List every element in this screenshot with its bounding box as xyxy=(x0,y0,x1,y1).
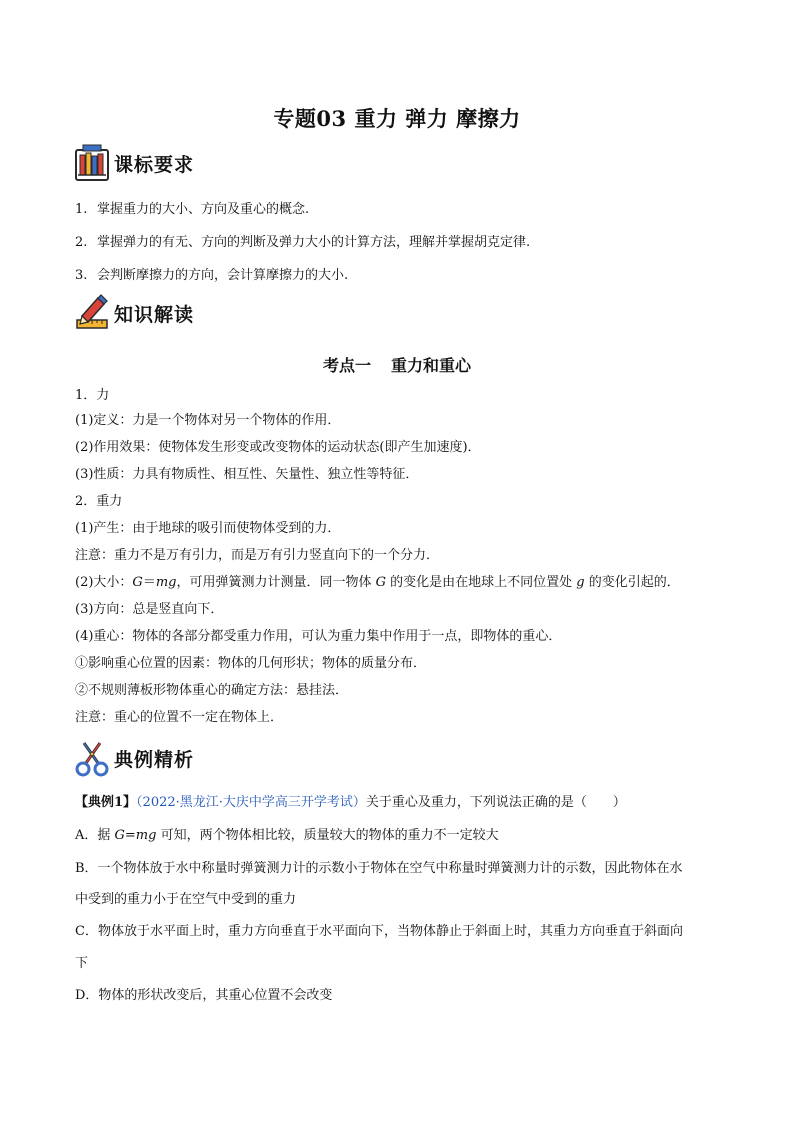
example1-option-d: D．物体的形状改变后，其重心位置不会改变 xyxy=(75,988,333,1003)
example1-option-c-cont: 下 xyxy=(75,956,89,971)
knowledge-line: 2．重力 xyxy=(75,494,123,509)
knowledge-line-size: (2)大小：G＝mg，可用弹簧测力计测量．同一物体 G 的变化是由在地球上不同位置处 g 的变化引起的． xyxy=(75,575,680,590)
requirement-item: 3. 会判断摩擦力的方向，会计算摩擦力的大小. xyxy=(75,268,349,283)
section-knowledge-label: 知识解读 xyxy=(114,303,195,326)
section-examples-header xyxy=(74,738,194,778)
section-examples-label: 典例精析 xyxy=(114,748,195,771)
example1-tag: 【典例1】 xyxy=(75,795,137,810)
knowledge-line: (1)定义：力是一个物体对另一个物体的作用． xyxy=(75,413,341,428)
requirement-item: 1. 掌握重力的大小、方向及重心的概念. xyxy=(75,202,310,217)
bookshelf-icon xyxy=(74,144,110,182)
knowledge-line: 注意：重力不是万有引力，而是万有引力竖直向下的一个分力． xyxy=(75,548,440,563)
section-knowledge-header xyxy=(74,293,194,333)
page-title: 专题03 重力 弹力 摩擦力 xyxy=(273,106,521,131)
knowledge-line: (2)作用效果：使物体发生形变或改变物体的运动状态(即产生加速度)． xyxy=(75,440,481,455)
requirement-item: 2. 掌握弹力的有无、方向的判断及弹力大小的计算方法，理解并掌握胡克定律. xyxy=(75,235,531,250)
example1-question: 【典例1】（2022·黑龙江·大庆中学高三开学考试）关于重心及重力，下列说法正确的是（ ） xyxy=(75,795,626,810)
knowledge-line: 1．力 xyxy=(75,388,110,403)
example1-source: （2022·黑龙江·大庆中学高三开学考试） xyxy=(136,795,366,810)
section-requirements-label: 课标要求 xyxy=(114,153,195,176)
knowledge-line: (4)重心：物体的各部分都受重力作用，可认为重力集中作用于一点，即物体的重心． xyxy=(75,629,562,644)
pencil-ruler-icon xyxy=(74,294,110,332)
section-requirements-header xyxy=(74,143,194,183)
knowledge-line: (3)性质：力具有物质性、相互性、矢量性、独立性等特征． xyxy=(75,467,419,482)
scissors-icon xyxy=(74,739,110,777)
knowledge-line: 注意：重心的位置不一定在物体上． xyxy=(75,710,284,725)
example1-option-b: B．一个物体放于水中称量时弹簧测力计的示数小于物体在空气中称量时弹簧测力计的示数，因此物体在水 xyxy=(75,861,683,876)
knowledge-line: (1)产生：由于地球的吸引而使物体受到的力． xyxy=(75,521,341,536)
knowledge-line: (3)方向：总是竖直向下． xyxy=(75,602,224,617)
example1-option-c: C．物体放于水平面上时，重力方向垂直于水平面向下，当物体静止于斜面上时，其重力方向垂直于斜面向 xyxy=(75,924,683,939)
knowledge-line: ①影响重心位置的因素：物体的几何形状；物体的质量分布． xyxy=(75,656,427,671)
example1-option-a: A．据 G=mg 可知，两个物体相比较，质量较大的物体的重力不一定较大 xyxy=(75,828,499,843)
kaodian-heading: 考点一 重力和重心 xyxy=(322,356,472,375)
example1-option-b-cont: 中受到的重力小于在空气中受到的重力 xyxy=(75,892,297,907)
knowledge-line: ②不规则薄板形物体重心的确定方法：悬挂法． xyxy=(75,683,349,698)
